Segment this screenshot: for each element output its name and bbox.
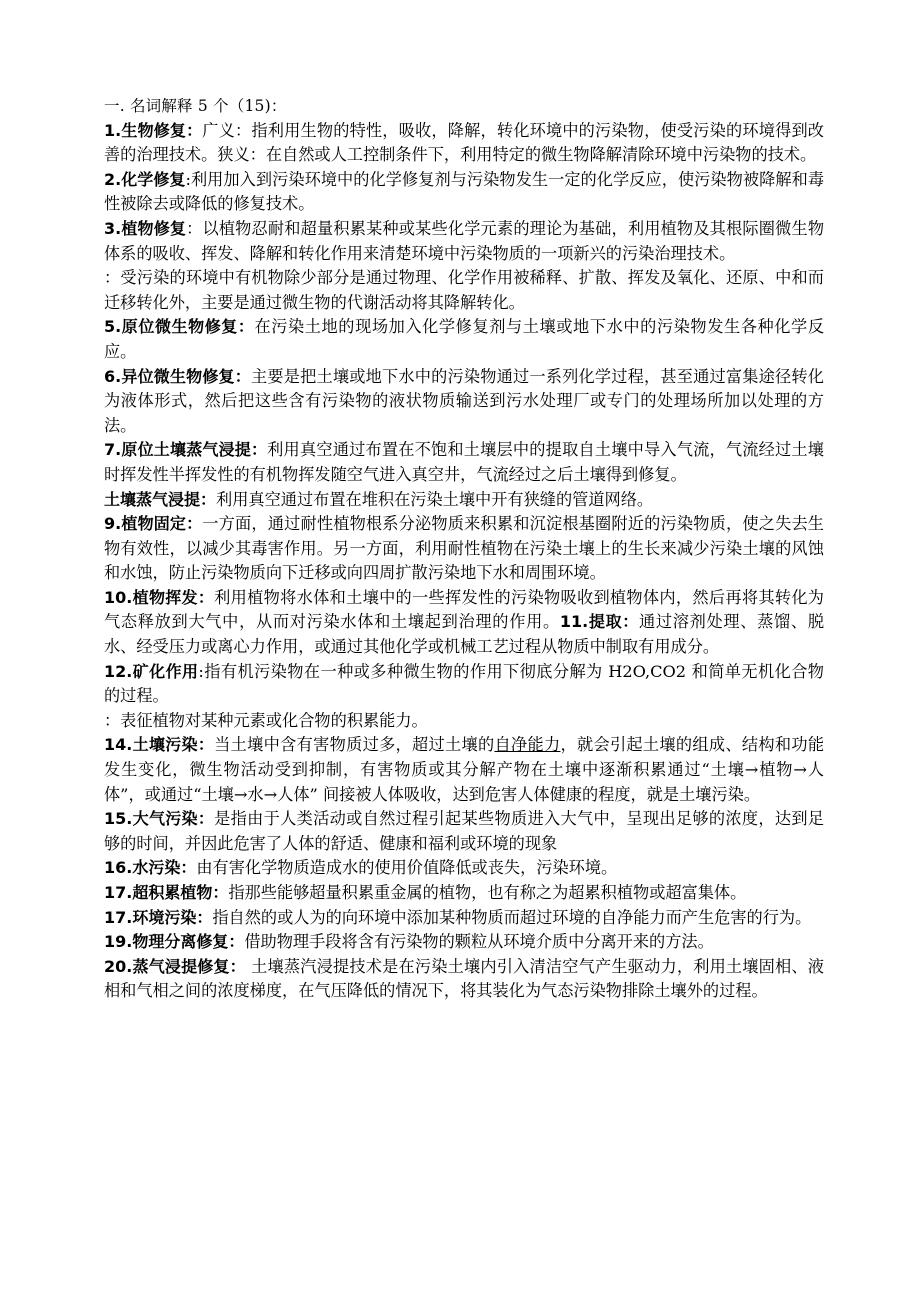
entry-definition: 一方面，通过耐性植物根系分泌物质来积累和沉淀根基圈附近的污染物质，使之失去生物有效性，以减少其毒害作用。另一方面，利用耐性植物在污染土壤上的生长来减少污染土壤的风蚀和水蚀，防止污染物质向下迁移或向四周扩散污染地下水和周围环境。: [104, 514, 824, 583]
entry-term: 10.植物挥发：: [104, 587, 215, 607]
entry-9: [104, 512, 824, 586]
entry-20: [104, 955, 824, 1004]
entry-6: [104, 365, 824, 439]
entry-term: 1.生物修复：: [104, 120, 203, 140]
entry-3: [104, 217, 824, 266]
entry-16: [104, 856, 824, 881]
entry-term: 5.原位微生物修复：: [104, 317, 255, 337]
entry-term: 16.水污染：: [104, 858, 197, 878]
document-page: [104, 94, 824, 1004]
entry-term: 6.异位微生物修复：: [104, 366, 251, 386]
entry-term: 17.超积累植物：: [104, 883, 229, 902]
entry-term: 14.土壤污染：: [104, 735, 215, 755]
entry-definition: 土壤蒸汽浸提技术是在污染土壤内引入清洁空气产生驱动力，利用土壤固相、液相和气相之间的浓度梯度，在气压降低的情况下，将其装化为气态污染物排除土壤外的过程。: [104, 956, 824, 1001]
entry-13: [104, 709, 824, 734]
entry-14: [104, 733, 824, 807]
underlined-term: 自净能力: [494, 735, 561, 755]
entry-5: [104, 315, 824, 364]
entry-definition: 指自然的或人为的向环境中添加某种物质而超过环境的自净能力而产生危害的行为。: [212, 907, 812, 927]
entry-definition: 主要是把土壤或地下水中的污染物通过一系列化学过程，甚至通过富集途径转化为液体形式，然后把这些含有污染物的液状物质输送到污水处理厂或专门的处理场所加以处理的方法。: [104, 366, 824, 435]
entry-term: 7.原位土壤蒸气浸提：: [104, 440, 268, 460]
entry-term: 12.矿化作用: [104, 661, 199, 681]
entry-definition: 利用真空通过布置在不饱和土壤层中的提取自土壤中导入气流，气流经过土壤时挥发性半挥发性的有机物挥发随空气进入真空井，气流经过之后土壤得到修复。: [104, 440, 824, 484]
entry-term: 19.物理分离修复：: [104, 932, 245, 952]
entry-definition: 指那些能够超量积累重金属的植物，也有称之为超累积植物或超富集体。: [228, 883, 747, 902]
entry-definition: 是指由于人类活动或自然过程引起某些物质进入大气中，呈现出足够的浓度，达到足够的时间，并因此危害了人体的舒适、健康和福利或环境的现象: [104, 809, 824, 853]
entry-term: 2.化学修复: [104, 169, 186, 189]
entry-definition: ：以植物忍耐和超量积累某种或某些化学元素的理论为基础，利用植物及其根际圈微生物体系的吸收、挥发、降解和转化作用来清楚环境中污染物质的一项新兴的污染治理技术。: [104, 218, 825, 263]
entry-definition: 由有害化学物质造成水的使用价值降低或丧失，污染环境。: [196, 858, 618, 878]
entry-definition: 利用真空通过布置在堆积在污染土壤中开有狭缝的管道网络。: [216, 489, 654, 509]
entry-7: [104, 438, 824, 487]
entry-definition: 在污染土地的现场加入化学修复剂与土壤或地下水中的污染物发生各种化学反应。: [104, 317, 825, 361]
entry-definition: 借助物理手段将含有污染物的颗粒从环境介质中分离开来的方法。: [244, 932, 714, 952]
entry-term: 20.蒸气浸提修复：: [104, 956, 246, 976]
section-heading: 一. 名词解释 5 个（15)：: [104, 97, 287, 115]
entry-15: [104, 807, 824, 856]
entry-definition: :指有机污染物在一种或多种微生物的作用下彻底分解为 H2O,CO2 和简单无机化合物的过程。: [104, 661, 824, 706]
entry-1: [104, 119, 824, 168]
entry-term: 3.植物修复: [104, 218, 187, 238]
entry-19: [104, 930, 824, 955]
entry-4: [104, 266, 824, 315]
entry-term: 9.植物固定：: [104, 514, 203, 534]
entry-definition-after: ，就会引起土壤的组成、结构和功能发生变化，微生物活动受到抑制，有害物质或其分解产物在土壤中逐渐积累通过“土壤→植物→人体”，或通过“土壤→水→人体” 间接被人体吸收，达到危害人体健康的程度，就是土壤污染。: [104, 735, 825, 804]
entry-definition-before: 当土壤中含有害物质过多，超过土壤的: [214, 735, 495, 755]
entry-10: [104, 586, 824, 660]
entry-definition: ：表征植物对某种元素或化合物的积累能力。: [104, 710, 428, 730]
entry-17a: [104, 881, 824, 906]
entry-2: [104, 168, 824, 217]
entry-term-11: 11.提取：: [559, 612, 639, 632]
entry-term: 土壤蒸气浸提：: [104, 489, 217, 509]
entry-definition-11: 通过溶剂处理、蒸馏、脱水、经受压力或离心力作用，或通过其他化学或机械工艺过程从物质中制取有用成分。: [104, 612, 825, 657]
entry-12: [104, 660, 824, 709]
entry-definition: ：受污染的环境中有机物除少部分是通过物理、化学作用被稀释、扩散、挥发及氧化、还原、中和而迁移转化外，主要是通过微生物的代谢活动将其降解转化。: [104, 268, 824, 312]
entry-8: [104, 488, 824, 513]
entry-definition: 广义：指利用生物的特性，吸收，降解，转化环境中的污染物，使受污染的环境得到改善的治理技术。狭义：在自然或人工控制条件下，利用特定的微生物降解清除环境中污染物的技术。: [104, 120, 824, 165]
entry-term: 15.大气污染：: [104, 809, 215, 829]
entry-definition: 利用植物将水体和土壤中的一些挥发性的污染物吸收到植物体内，然后再将其转化为气态释放到大气中，从而对污染水体和土壤起到治理的作用。: [104, 587, 824, 632]
entry-term: 17.环境污染：: [104, 907, 213, 927]
entry-17b: [104, 906, 824, 931]
entry-definition: :利用加入到污染环境中的化学修复剂与污染物发生一定的化学反应，使污染物被降解和毒性被除去或降低的修复技术。: [104, 169, 825, 214]
